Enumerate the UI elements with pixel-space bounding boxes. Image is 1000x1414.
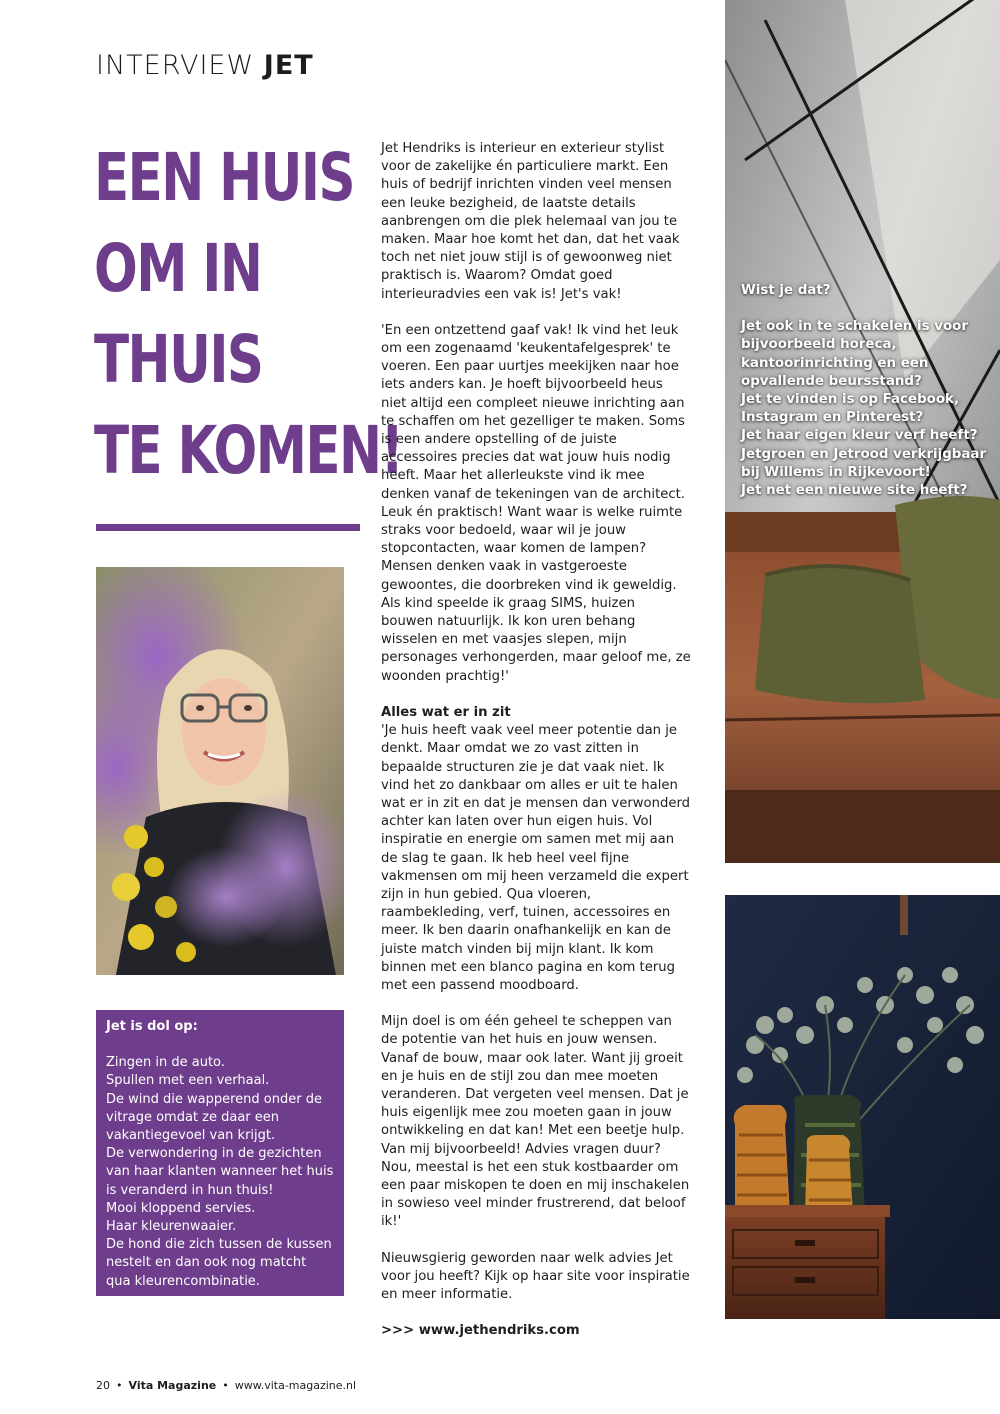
page-headline: [94, 132, 403, 496]
portrait-photo: [96, 567, 344, 975]
article-subheading: Alles wat er in zit: [381, 704, 511, 720]
favorites-title: Jet is dol op:: [106, 1019, 198, 1034]
favorites-box: [96, 1010, 344, 1296]
headline-divider: [96, 524, 360, 531]
favorites-item: Mooi kloppend servies.: [106, 1200, 256, 1216]
kicker-label: INTERVIEW: [96, 50, 255, 81]
article-paragraph: Nieuwsgierig geworden naar welk advies Jet voor jou heeft? Kijk op haar site voor inspiratie en meer informatie.: [381, 1250, 690, 1302]
article-paragraph: Jet Hendriks is interieur en exterieur stylist voor de zakelijke én particuliere markt. Een huis of bedrijf inrichten vinden veel mensen een leuke bezigheid, de laatste details aanbrengen om die plek helemaal van jou te maken. Maar hoe komt het dan, dat het vaak toch net niet jouw stijl is of gewoonweg niet praktisch is. Waarom? Omdat goed interieuradvies een vak is! Jet's vak!: [381, 141, 680, 302]
page-footer: [96, 1379, 356, 1392]
did-you-know-item: Jet ook in te schakelen is voor bijvoorbeeld horeca, kantoorinrichting en een opvallende beursstand?: [741, 319, 968, 389]
section-kicker: [96, 50, 314, 81]
article-paragraph-with-subheading: [381, 704, 691, 995]
headline-line: THUIS: [94, 321, 263, 398]
favorites-item: De verwondering in de gezichten van haar klanten wanneer het huis is veranderd in hun thuis!: [106, 1146, 334, 1198]
favorites-item: Spullen met een verhaal.: [106, 1073, 270, 1089]
page-number: 20: [96, 1379, 110, 1392]
website-link[interactable]: >>> www.jethendriks.com: [381, 1323, 580, 1339]
magazine-name: Vita Magazine: [128, 1379, 217, 1392]
bullet-separator: •: [222, 1379, 229, 1392]
article-body: [381, 140, 691, 1358]
headline-line: EEN HUIS: [94, 139, 354, 216]
vases-photo: [725, 895, 1000, 1319]
did-you-know-item: Jetgroen en Jetrood verkrijgbaar bij Willems in Rijkevoort!: [741, 446, 987, 480]
bullet-separator: •: [116, 1379, 123, 1392]
headline-line: OM IN: [94, 230, 262, 307]
favorites-item: Zingen in de auto.: [106, 1055, 225, 1071]
did-you-know-panel: [741, 282, 996, 500]
article-paragraph: Mijn doel is om één geheel te scheppen van de potentie van het huis en jouw wensen. Vanaf de bouw, maar ook later. Want jij groeit en je huis en de stijl zou dan mee moeten veranderen. Dat vergeten veel mensen. Dat je huis eigenlijk mee zou moeten gaan in jouw ontwikkeling en dat kan! Met een beetje hulp. Van mij bijvoorbeeld! Advies vragen duur? Nou, meestal is het een stuk kostbaarder om een paar miskopen te doen en mij inschakelen in sowieso veel minder frustrerend, dat beloof ik!': [381, 1014, 690, 1230]
favorites-item: Haar kleurenwaaier.: [106, 1219, 237, 1235]
favorites-item: De wind die wapperend onder de vitrage omdat ze daar een vakantiegevoel van krijgt.: [106, 1091, 322, 1144]
article-paragraph: 'Je huis heeft vaak veel meer potentie dan je denkt. Maar omdat we zo vast zitten in bepaalde structuren zie je dat vaak niet. Ik vind het zo dankbaar om alles er uit te halen wat er in zit en dat je mensen dan verwonderd achter kan laten over hun eigen huis. Vol inspiratie en energie om samen met mij aan de slag te gaan. Ik heb heel veel fijne vakmensen om mij heen verzameld die expert zijn in hun gebied. Qua vloeren, raambekleding, verf, tuinen, accessoires en meer. Ik ben daarin onafhankelijk en kan de juiste match vinden bij mijn klant. Ik kom binnen met een blanco pagina en kom terug met een passend moodboard.: [381, 723, 691, 993]
kicker-name: JET: [263, 50, 314, 81]
favorites-item: De hond die zich tussen de kussen nestelt en dan ook nog matcht qua kleurencombinatie.: [106, 1237, 332, 1289]
headline-line: TE KOMEN!: [94, 412, 403, 489]
article-paragraph: 'En een ontzettend gaaf vak! Ik vind het leuk om een zogenaamd 'keukentafelgesprek' te voeren. Een paar uurtjes meekijken naar hoe iets anders kan. Je hoeft bijvoorbeeld heus niet altijd een compleet nieuwe inrichting aan te schaffen om het gezelliger te maken. Soms is een andere opstelling of de juiste accessoires precies dat wat jouw huis nodig heeft. Maar het allerleukste vind ik mee denken vanaf de tekeningen van de architect. Leuk én praktisch! Want waar is welke ruimte straks voor bedoeld, waar wil je jouw stopcontacten, waar komen de lampen? Mensen denken vaak in vastgeroeste gewoontes, die doorbreken vind ik geweldig. Als kind speelde ik graag SIMS, huizen bouwen natuurlijk. Ik kon uren behang wisselen en met vaasjes slepen, mijn personages verhongerden, maar geloof me, ze woonden prachtig!': [381, 322, 691, 684]
magazine-url[interactable]: www.vita-magazine.nl: [234, 1379, 357, 1392]
did-you-know-title: Wist je dat?: [741, 283, 831, 298]
did-you-know-item: Jet net een nieuwe site heeft?: [741, 483, 968, 499]
did-you-know-item: Jet haar eigen kleur verf heeft?: [741, 428, 978, 444]
did-you-know-item: Jet te vinden is op Facebook, Instagram en Pinterest?: [741, 392, 960, 426]
